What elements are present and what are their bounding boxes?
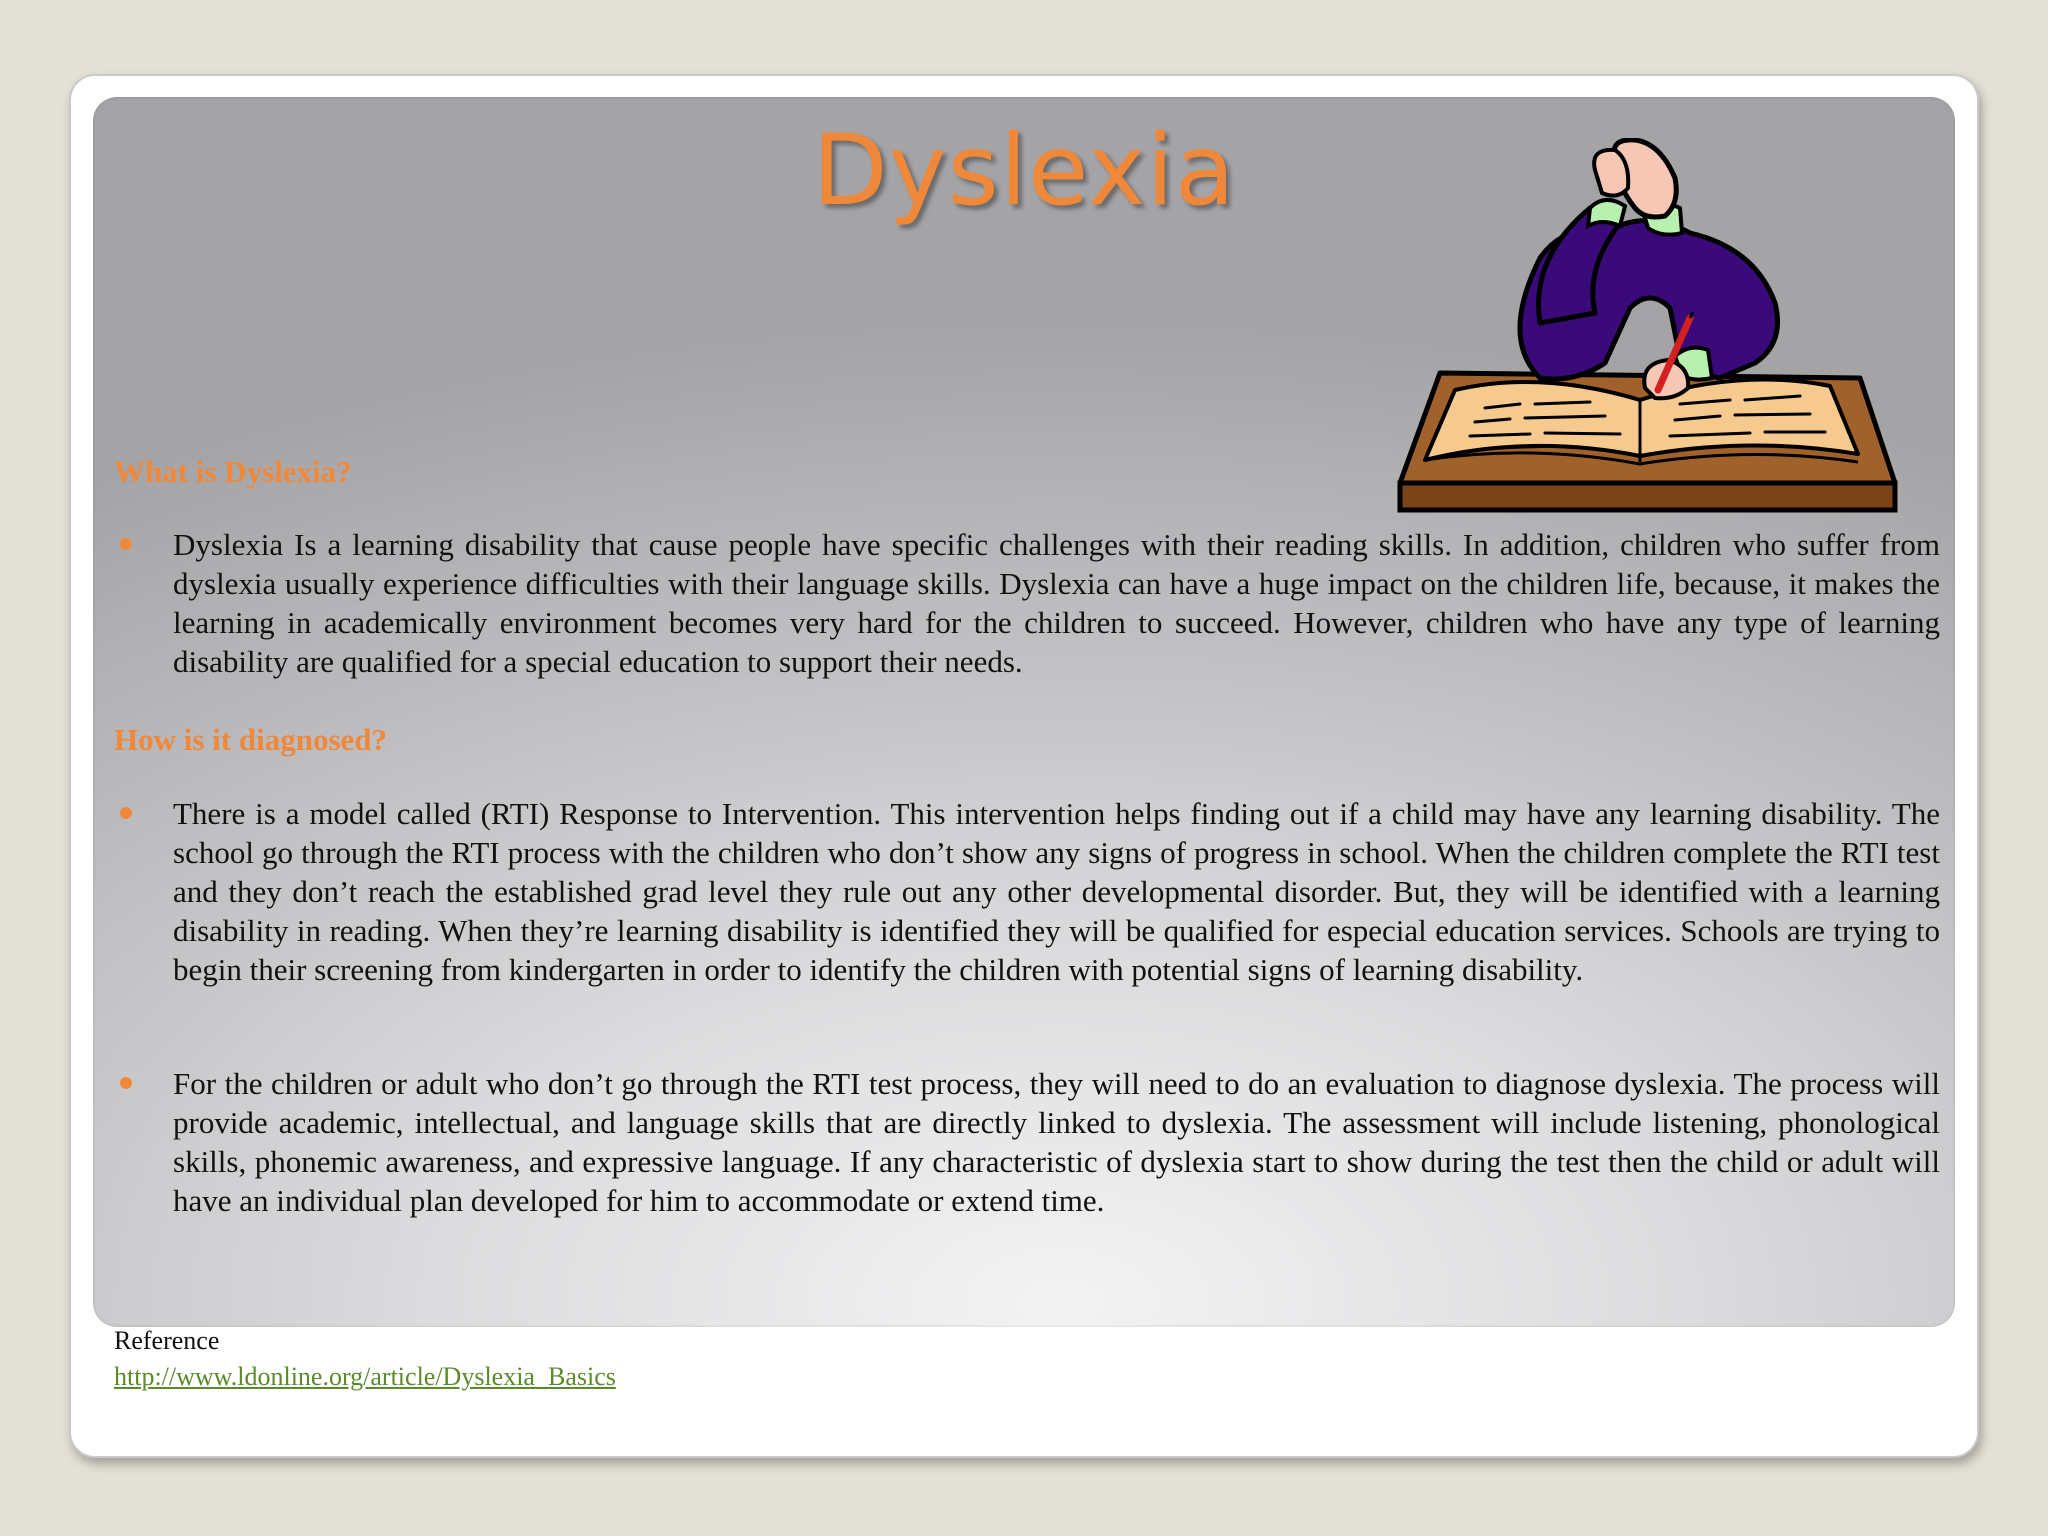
reference-label: Reference: [114, 1326, 220, 1355]
reference-link[interactable]: http://www.ldonline.org/article/Dyslexia_Basics: [114, 1362, 616, 1391]
bullet-dot-icon: [120, 538, 132, 550]
list-item: [114, 794, 1940, 989]
list-item: [114, 525, 1940, 681]
section-heading-what-is-dyslexia: What is Dyslexia?: [114, 454, 352, 489]
bullet-text: Dyslexia Is a learning disability that cause people have specific challenges with their reading skills. In addition, children who suffer from dyslexia usually experience difficulties with their language skills. Dyslexia can have a huge impact on the children life, because, it makes the learning in academically environment becomes very hard for the children to succeed. However, children who have any type of learning disability are qualified for a special education to support their needs.: [173, 527, 1940, 679]
bullet-text: There is a model called (RTI) Response to Intervention. This intervention helps finding out if a child may have any learning disability. The school go through the RTI process with the children who don’t show any signs of progress in school. When the children complete the RTI test and they don’t reach the established grad level they rule out any other developmental disorder. But, they will be identified with a learning disability in reading. When they’re learning disability is identified they will be qualified for especial education services. Schools are trying to begin their screening from kindergarten in order to identify the children with potential signs of learning disability.: [173, 796, 1940, 987]
bullet-dot-icon: [120, 1077, 132, 1089]
desk-front: [1400, 483, 1895, 510]
bullet-dot-icon: [120, 807, 132, 819]
student-writing-illustration: [1390, 138, 1900, 518]
bullet-text: For the children or adult who don’t go through the RTI test process, they will need to do an evaluation to diagnose dyslexia. The process will provide academic, intellectual, and language skills that are directly linked to dyslexia. The assessment will include listening, phonological skills, phonemic awareness, and expressive language. If any characteristic of dyslexia start to show during the test then the child or adult will have an individual plan developed for him to accommodate or extend time.: [173, 1066, 1940, 1218]
slide-title: Dyslexia: [812, 114, 1236, 228]
hand-on-head: [1594, 150, 1628, 196]
section-heading-how-diagnosed: How is it diagnosed?: [114, 722, 388, 757]
list-item: [114, 1064, 1940, 1220]
